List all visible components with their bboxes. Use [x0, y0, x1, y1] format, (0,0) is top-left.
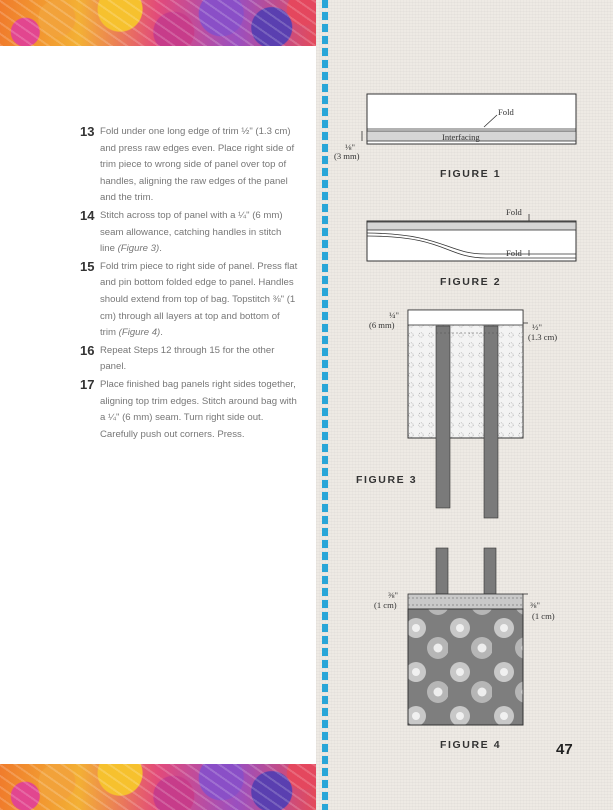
step-16	[80, 343, 298, 376]
figure-2-caption: FIGURE 2	[440, 276, 502, 288]
step-text-end: .	[159, 243, 162, 255]
fig3-right-dimension-metric: (1.3 cm)	[528, 332, 558, 342]
step-14	[80, 208, 298, 258]
step-number: 15	[80, 258, 95, 274]
fig2-fold-top-label: Fold	[506, 207, 522, 217]
step-15	[80, 259, 298, 342]
fig4-right-dimension-metric: (1 cm)	[532, 611, 555, 621]
step-text: Place finished bag panels right sides together, aligning top trim edges. Stitch around bag with a ¼" (6 mm) seam. Turn right side out. Carefully push out corners. Press.	[100, 378, 297, 440]
step-text-end: .	[160, 327, 163, 339]
figures-illustration	[316, 0, 613, 810]
fig4-right-dimension: ⅜"	[530, 600, 540, 610]
fig1-dimension-metric: (3 mm)	[334, 151, 360, 161]
fig1-interfacing-label: Interfacing	[442, 132, 480, 142]
quilt-banner-top	[0, 0, 316, 46]
figure-reference: (Figure 4)	[118, 327, 161, 339]
step-text: Fold under one long edge of trim ½" (1.3 cm) and press raw edges even. Place right side of trim piece to wrong side of panel over top of handles, aligning the raw edges of the panel and the trim.	[100, 126, 295, 204]
step-number: 17	[80, 376, 95, 392]
step-number: 14	[80, 207, 95, 223]
step-text: Repeat Steps 12 through 15 for the other panel.	[100, 344, 275, 373]
step-text: Fold trim piece to right side of panel. Press flat and pin bottom folded edge to panel. Handles should extend from top of bag. Topstitch ⅜" (1 cm) through all layers at top and bottom of trim	[100, 260, 298, 339]
figure-4	[408, 548, 528, 725]
step-13	[80, 124, 298, 207]
page-number: 47	[556, 741, 573, 758]
step-text: Stitch across top of panel with a ¼" (6 mm) seam allowance, catching handles in stitch line	[100, 209, 283, 255]
figure-3	[408, 310, 528, 518]
figure-1-caption: FIGURE 1	[440, 168, 502, 180]
step-number: 13	[80, 124, 95, 139]
figure-4-caption: FIGURE 4	[440, 739, 502, 751]
figure-3-caption: FIGURE 3	[356, 474, 418, 486]
step-number: 16	[80, 342, 95, 358]
fig3-left-dimension: ¼"	[389, 310, 399, 320]
figure-reference: (Figure 3)	[117, 243, 160, 255]
quilt-banner-bottom	[0, 764, 316, 810]
fig1-dimension: ⅛"	[345, 142, 355, 152]
fig3-right-dimension: ½"	[532, 322, 542, 332]
step-17	[80, 377, 298, 443]
fig2-fold-bottom-label: Fold	[506, 248, 522, 258]
fig1-fold-label: Fold	[498, 107, 514, 117]
figure-2	[367, 214, 576, 261]
fig4-left-dimension-metric: (1 cm)	[374, 600, 397, 610]
instruction-steps	[80, 124, 298, 444]
fig4-left-dimension: ⅜"	[388, 590, 398, 600]
fig3-left-dimension-metric: (6 mm)	[369, 320, 395, 330]
